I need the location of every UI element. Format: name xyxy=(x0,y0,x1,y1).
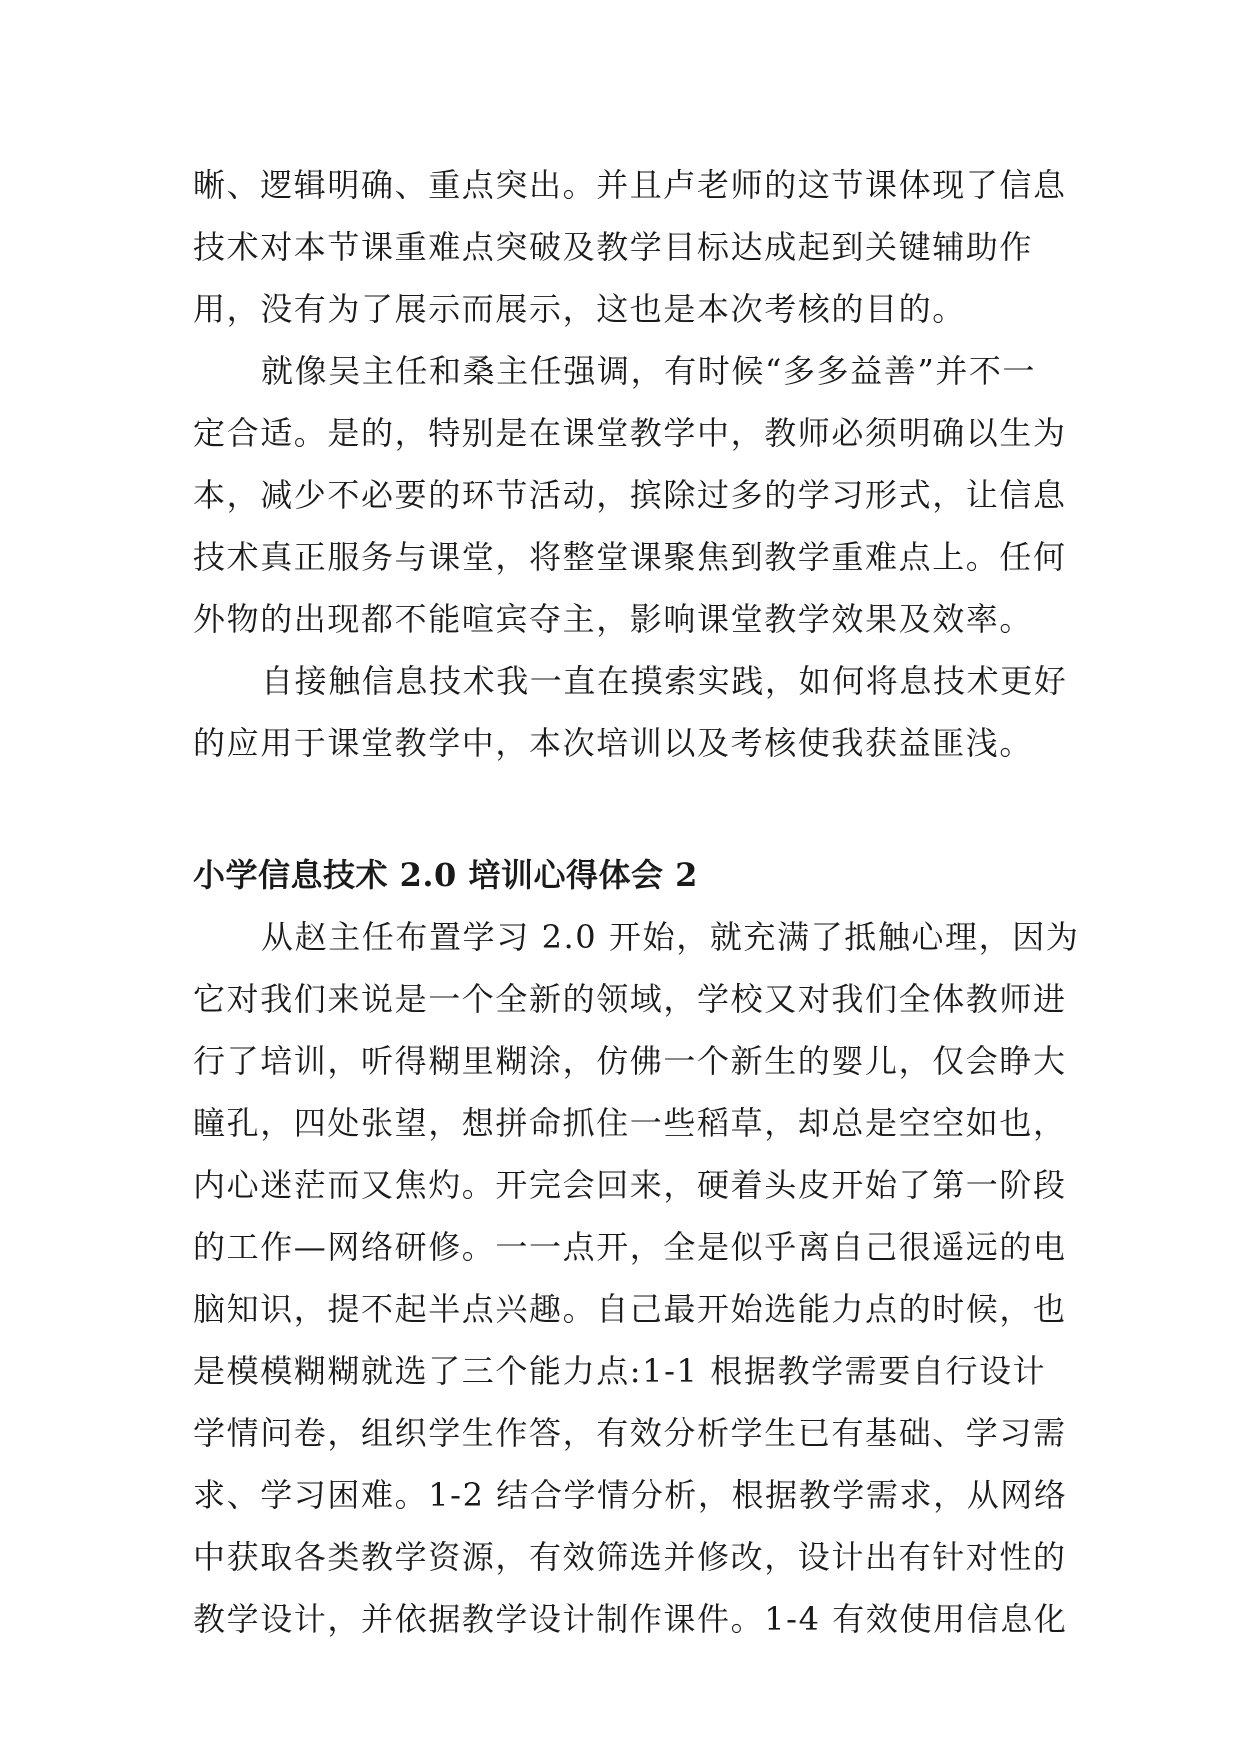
text-line: 定合适。是的，特别是在课堂教学中，教师必须明确以生为 xyxy=(193,414,1067,452)
text-line: 晰、逻辑明确、重点突出。并且卢老师的这节课体现了信息 xyxy=(193,166,1067,204)
text-line: 技术对本节课重难点突破及教学目标达成起到关键辅助作 xyxy=(193,228,1034,266)
document-body xyxy=(193,154,1080,1650)
paragraph-conclusion xyxy=(193,650,1068,774)
text-line: 自接触信息技术我一直在摸索实践，如何将息技术更好 xyxy=(261,662,1068,700)
text-line: 瞳孔，四处张望，想拼命抓住一些稻草，却总是空空如也， xyxy=(193,1104,1067,1142)
text-line: 用，没有为了展示而展示，这也是本次考核的目的。 xyxy=(193,290,966,328)
text-line: 教学设计，并依据教学设计制作课件。1-4 有效使用信息化 xyxy=(193,1600,1068,1638)
text-line: 就像吴主任和桑主任强调，有时候“多多益善”并不一 xyxy=(261,352,1037,390)
text-line: 从赵主任布置学习 2.0 开始，就充满了抵触心理，因为 xyxy=(261,918,1080,956)
section-spacer xyxy=(193,774,1053,844)
paragraph-focus xyxy=(193,340,1067,650)
text-line: 中获取各类教学资源，有效筛选并修改，设计出有针对性的 xyxy=(193,1538,1067,1576)
text-line: 外物的出现都不能喧宾夺主，影响课堂教学效果及效率。 xyxy=(193,600,1034,638)
text-line: 的应用于课堂教学中，本次培训以及考核使我获益匪浅。 xyxy=(193,724,1034,762)
paragraph-experience xyxy=(193,906,1080,1650)
text-line: 的工作—网络研修。一一点开，全是似乎离自己很遥远的电 xyxy=(193,1228,1067,1266)
text-line: 它对我们来说是一个全新的领域，学校又对我们全体教师进 xyxy=(193,980,1067,1018)
text-line: 学情问卷，组织学生作答，有效分析学生已有基础、学习需 xyxy=(193,1414,1067,1452)
text-line: 内心迷茫而又焦灼。开完会回来，硬着头皮开始了第一阶段 xyxy=(193,1166,1067,1204)
paragraph-continuation xyxy=(193,154,1067,340)
text-line: 是模模糊糊就选了三个能力点:1-1 根据教学需要自行设计 xyxy=(193,1352,1047,1390)
text-line: 脑知识，提不起半点兴趣。自己最开始选能力点的时候，也 xyxy=(193,1290,1067,1328)
text-line: 本，减少不必要的环节活动，摈除过多的学习形式，让信息 xyxy=(193,476,1067,514)
section-heading: 小学信息技术 2.0 培训心得体会 2 xyxy=(193,856,698,894)
text-line: 求、学习困难。1-2 结合学情分析，根据教学需求，从网络 xyxy=(193,1476,1068,1514)
text-line: 技术真正服务与课堂，将整堂课聚焦到教学重难点上。任何 xyxy=(193,538,1067,576)
text-line: 行了培训，听得糊里糊涂，仿佛一个新生的婴儿，仅会睁大 xyxy=(193,1042,1067,1080)
